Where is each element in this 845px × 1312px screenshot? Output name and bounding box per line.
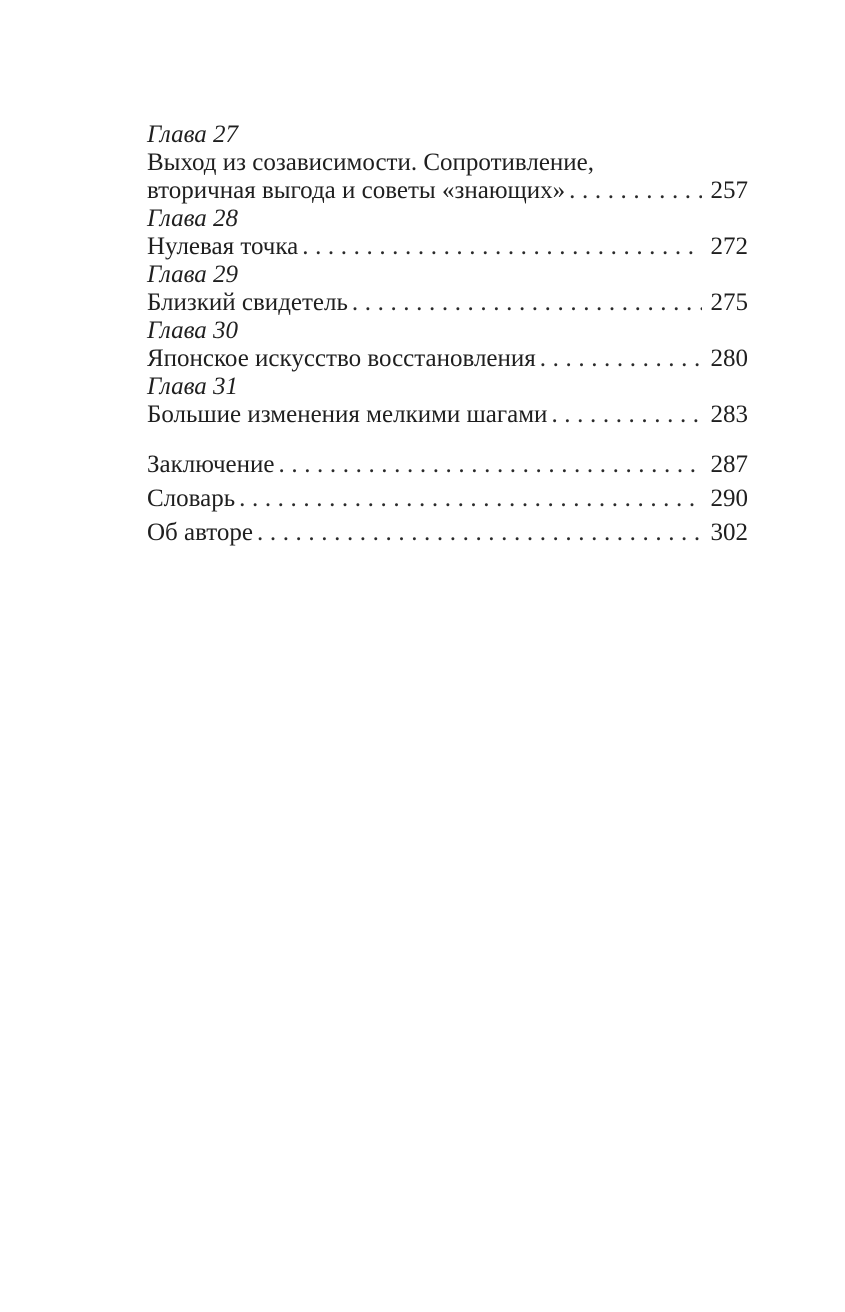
page-number: 290 bbox=[710, 485, 748, 512]
page-number: 280 bbox=[710, 345, 748, 372]
dot-leader bbox=[279, 451, 702, 479]
chapter-number-label: Глава 28 bbox=[147, 205, 239, 232]
section-title: Об авторе bbox=[147, 519, 253, 546]
page-number: 257 bbox=[710, 177, 748, 204]
chapter-number-label: Глава 27 bbox=[147, 121, 239, 148]
chapter-title: Близкий свидетель bbox=[147, 289, 348, 316]
table-of-contents bbox=[147, 121, 748, 553]
page-number: 283 bbox=[710, 401, 748, 428]
back-matter-section bbox=[147, 451, 748, 547]
chapter-title-line-1: Выход из созависимости. Сопротивление, bbox=[147, 149, 595, 176]
chapter-number-label: Глава 31 bbox=[147, 373, 239, 400]
page-number: 287 bbox=[710, 451, 748, 478]
page-number: 302 bbox=[710, 519, 748, 546]
dot-leader bbox=[352, 289, 702, 317]
chapter-title: Японское искусство восстановления bbox=[147, 345, 536, 372]
section-title: Словарь bbox=[147, 485, 236, 512]
toc-entry-chapter-31 bbox=[147, 373, 748, 429]
toc-entry-chapter-27 bbox=[147, 121, 748, 205]
dot-leader bbox=[257, 519, 702, 547]
chapter-number-label: Глава 29 bbox=[147, 261, 239, 288]
dot-leader bbox=[302, 233, 701, 261]
toc-leader-line bbox=[147, 401, 748, 429]
toc-entry-conclusion bbox=[147, 451, 748, 479]
chapter-title: Большие изменения мелкими шагами bbox=[147, 401, 548, 428]
toc-entry-glossary bbox=[147, 485, 748, 513]
toc-entry-chapter-30 bbox=[147, 317, 748, 373]
toc-entry-chapter-28 bbox=[147, 205, 748, 261]
toc-entry-about-author bbox=[147, 519, 748, 547]
dot-leader bbox=[239, 485, 701, 513]
chapter-title: Нулевая точка bbox=[147, 233, 299, 260]
toc-entry-chapter-29 bbox=[147, 261, 748, 317]
chapter-number-label: Глава 30 bbox=[147, 317, 239, 344]
toc-leader-line bbox=[147, 233, 748, 261]
chapter-title-line-2: вторичная выгода и советы «знающих» bbox=[147, 177, 566, 204]
page-number: 272 bbox=[710, 233, 748, 260]
toc-leader-line bbox=[147, 345, 748, 373]
dot-leader bbox=[551, 401, 701, 429]
page-number: 275 bbox=[710, 289, 748, 316]
toc-leader-line bbox=[147, 289, 748, 317]
dot-leader bbox=[569, 177, 701, 205]
section-title: Заключение bbox=[147, 451, 275, 478]
dot-leader bbox=[540, 345, 702, 373]
toc-leader-line bbox=[147, 177, 748, 205]
